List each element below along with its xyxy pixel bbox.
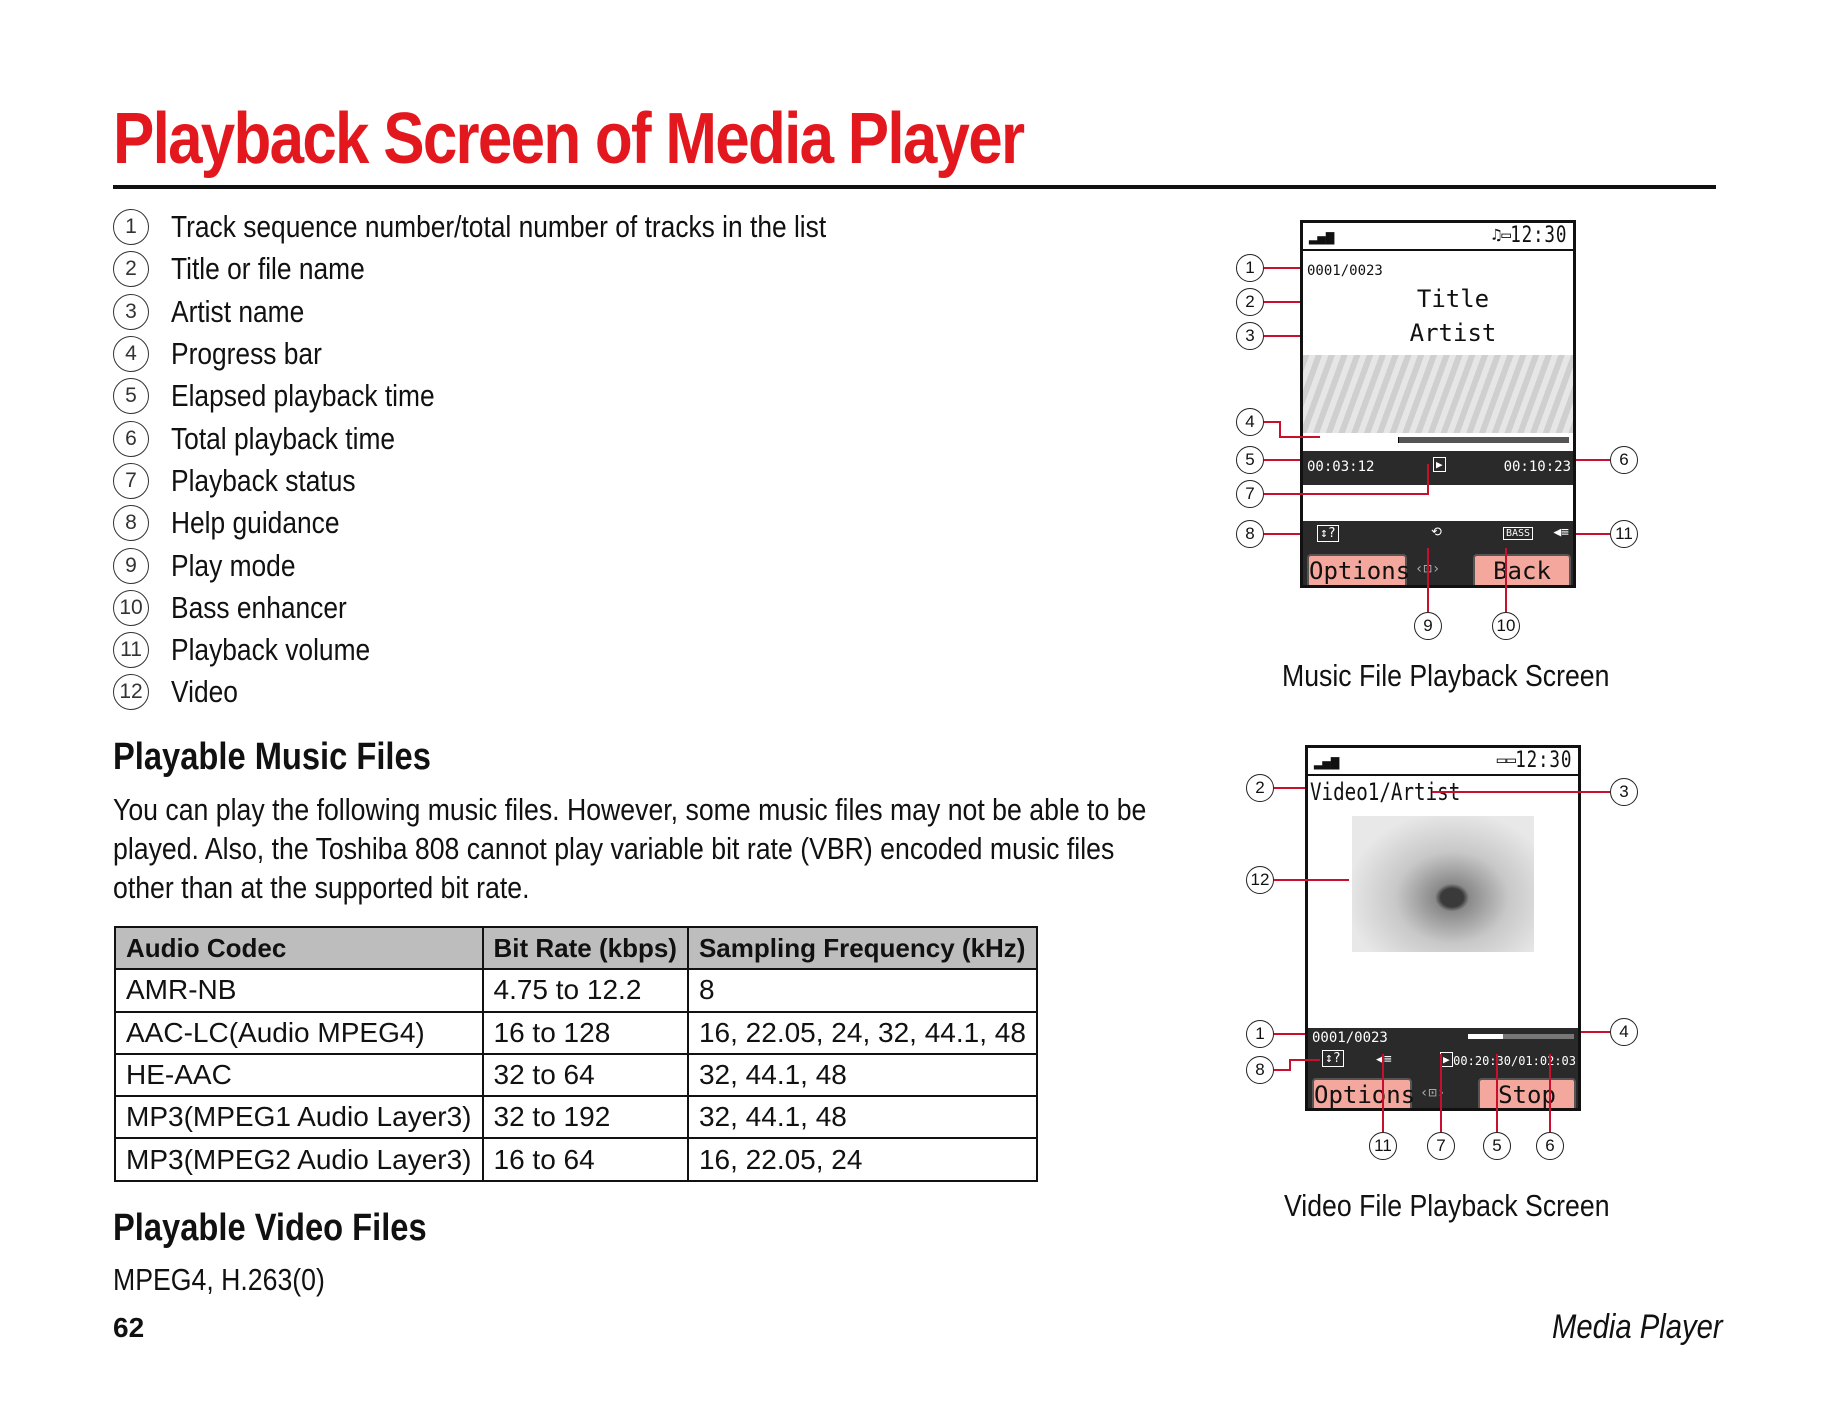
paragraph-line: played. Also, the Toshiba 808 cannot play variable bit rate (VBR) encoded music files <box>113 831 1115 866</box>
callout-marker: 6 <box>1536 1132 1564 1160</box>
footer-section-title: Media Player <box>1552 1308 1723 1346</box>
callout-marker: 2 <box>1236 288 1264 316</box>
options-softkey[interactable]: Options <box>1312 1078 1412 1111</box>
callout-marker: 11 <box>1369 1132 1397 1160</box>
legend-number: 10 <box>113 590 149 626</box>
legend-number: 6 <box>113 421 149 457</box>
table-cell: AAC-LC(Audio MPEG4) <box>115 1012 483 1054</box>
paragraph-line: other than at the supported bit rate. <box>113 870 530 905</box>
callout-marker: 1 <box>1236 254 1264 282</box>
legend-text: Track sequence number/total number of tracks in the list <box>171 209 827 245</box>
volume-icon: ◀≡ <box>1376 1052 1392 1067</box>
callout-marker: 4 <box>1610 1018 1638 1046</box>
table-cell: 32, 44.1, 48 <box>688 1096 1037 1138</box>
legend-text: Progress bar <box>171 336 322 372</box>
legend-number: 7 <box>113 463 149 499</box>
legend-text: Playback status <box>171 462 356 498</box>
table-cell: 16 to 128 <box>483 1012 688 1054</box>
table-cell: 32 to 192 <box>483 1096 688 1138</box>
legend-number: 9 <box>113 548 149 584</box>
help-icon: ↕? <box>1322 1050 1344 1067</box>
play-status-icon: ▶ <box>1433 457 1446 472</box>
table-cell: 32 to 64 <box>483 1054 688 1096</box>
legend-number: 4 <box>113 336 149 372</box>
play-mode-icon: ⟲ <box>1431 525 1442 540</box>
track-counter: 0001/0023 <box>1307 263 1383 279</box>
video-screen-caption: Video File Playback Screen <box>1284 1188 1610 1223</box>
music-note-icon: ♫▭ <box>1491 225 1511 244</box>
legend-text: Title or file name <box>171 251 365 287</box>
video-formats-text: MPEG4, H.263(0) <box>113 1262 325 1297</box>
video-icon: ▭▭ <box>1496 750 1516 769</box>
table-cell: AMR-NB <box>115 969 483 1011</box>
callout-marker: 3 <box>1236 322 1264 350</box>
legend-number: 11 <box>113 632 149 668</box>
artist-name: Artist <box>1409 319 1497 347</box>
table-cell: HE-AAC <box>115 1054 483 1096</box>
stop-softkey[interactable]: Stop <box>1478 1078 1576 1111</box>
legend-text: Playback volume <box>171 632 371 668</box>
clock: 12:30 <box>1510 223 1567 248</box>
video-section-heading: Playable Video Files <box>113 1207 427 1249</box>
options-softkey[interactable]: Options <box>1307 554 1407 588</box>
table-cell: 8 <box>688 969 1037 1011</box>
signal-icon: ▂▄▆ <box>1314 754 1340 770</box>
callout-marker: 7 <box>1236 480 1264 508</box>
callout-marker: 8 <box>1236 520 1264 548</box>
table-cell: 32, 44.1, 48 <box>688 1054 1037 1096</box>
clock: 12:30 <box>1515 748 1572 773</box>
legend-number: 12 <box>113 674 149 710</box>
column-header: Bit Rate (kbps) <box>483 927 688 969</box>
elapsed-total-time: 00:20:30/01:02:03 <box>1453 1054 1576 1068</box>
volume-icon: ◀≡ <box>1553 525 1569 540</box>
legend-text: Artist name <box>171 293 305 329</box>
nav-key-icon: ‹⊡› <box>1420 1085 1446 1101</box>
table-cell: MP3(MPEG2 Audio Layer3) <box>115 1138 483 1180</box>
legend-text: Total playback time <box>171 420 396 456</box>
total-time: 00:10:23 <box>1503 459 1571 475</box>
paragraph-line: You can play the following music files. However, some music files may not be able to be <box>113 792 1147 827</box>
callout-marker: 4 <box>1236 408 1264 436</box>
signal-icon: ▂▄▆ <box>1309 229 1335 245</box>
track-title: Title <box>1416 285 1490 313</box>
callout-marker: 11 <box>1610 520 1638 548</box>
callout-marker: 3 <box>1610 778 1638 806</box>
nav-key-icon: ‹⊡› <box>1415 561 1441 577</box>
track-counter: 0001/0023 <box>1312 1030 1388 1046</box>
callout-marker: 2 <box>1246 774 1274 802</box>
callout-marker: 7 <box>1427 1132 1455 1160</box>
legend-text: Bass enhancer <box>171 589 347 625</box>
elapsed-time: 00:03:12 <box>1307 459 1375 475</box>
callout-marker: 12 <box>1246 866 1274 894</box>
table-cell: 16 to 64 <box>483 1138 688 1180</box>
callout-marker: 9 <box>1414 612 1442 640</box>
callout-marker: 1 <box>1246 1020 1274 1048</box>
callout-marker: 5 <box>1483 1132 1511 1160</box>
callout-marker: 6 <box>1610 446 1638 474</box>
legend-number: 1 <box>113 209 149 245</box>
help-icon: ↕? <box>1317 525 1339 542</box>
column-header: Sampling Frequency (kHz) <box>688 927 1037 969</box>
back-softkey[interactable]: Back <box>1473 554 1571 588</box>
table-cell: 16, 22.05, 24, 32, 44.1, 48 <box>688 1012 1037 1054</box>
page-title: Playback Screen of Media Player <box>113 99 1024 179</box>
legend-number: 8 <box>113 505 149 541</box>
legend-text: Elapsed playback time <box>171 378 435 414</box>
music-section-heading: Playable Music Files <box>113 736 431 778</box>
legend-number: 3 <box>113 294 149 330</box>
column-header: Audio Codec <box>115 927 483 969</box>
play-status-icon: ▶ <box>1440 1052 1453 1067</box>
legend-number: 5 <box>113 378 149 414</box>
table-cell: 16, 22.05, 24 <box>688 1138 1037 1180</box>
bass-icon: BASS <box>1503 527 1533 540</box>
callout-marker: 8 <box>1246 1056 1274 1084</box>
music-screen-caption: Music File Playback Screen <box>1282 658 1610 693</box>
video-title: Video1/Artist <box>1310 778 1461 806</box>
legend-number: 2 <box>113 251 149 287</box>
table-cell: MP3(MPEG1 Audio Layer3) <box>115 1096 483 1138</box>
legend-text: Play mode <box>171 547 296 583</box>
table-cell: 4.75 to 12.2 <box>483 969 688 1011</box>
page-number: 62 <box>113 1312 145 1343</box>
legend-text: Help guidance <box>171 505 340 541</box>
callout-marker: 10 <box>1492 612 1520 640</box>
callout-marker: 5 <box>1236 446 1264 474</box>
legend-text: Video <box>171 674 238 710</box>
